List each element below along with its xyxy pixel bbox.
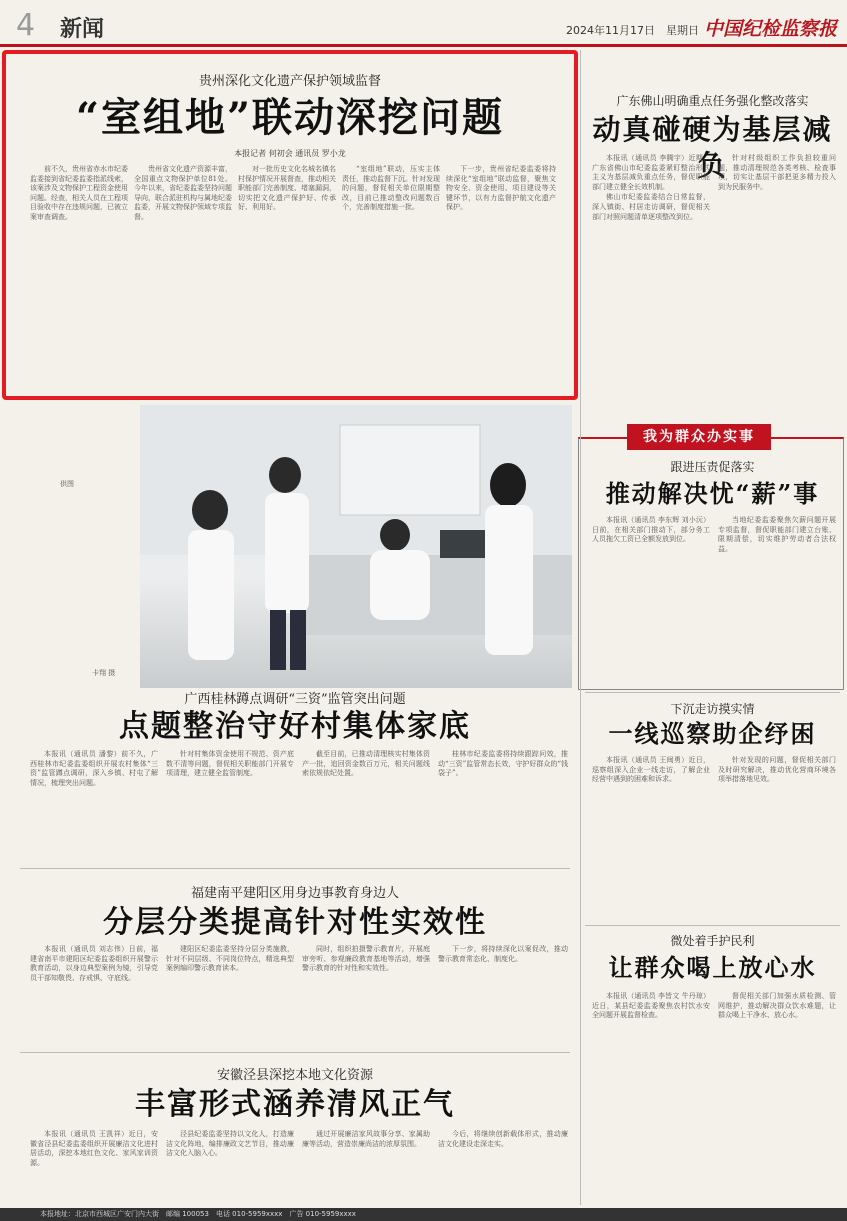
article-text-column: 桂林市纪委监委将持续跟踪问效，推动“三资”监管常态长效，守护好群众的“钱袋子”。 bbox=[438, 750, 568, 778]
article-text-column: 通过开展廉洁家风故事分享、家属助廉等活动，营造崇廉尚洁的浓厚氛围。 bbox=[302, 1130, 430, 1148]
divider bbox=[585, 692, 840, 693]
article-title[interactable]: 分层分类提高针对性实效性 bbox=[103, 905, 487, 940]
article-text-column: 前不久，贵州省赤水市纪委监委接到省纪委监委指派线索，该案涉及文物保护工程资金使用问题。经查，相关人员在工程项目验收中存在违规问题，已被立案审查调查。 bbox=[30, 165, 128, 221]
article-text-column: 本报讯（通讯员 王凯祥）近日，安徽省泾县纪委监委组织开展廉洁文化进村居活动，深挖本地红色文化、家风家训资源。 bbox=[30, 1130, 158, 1167]
article-kicker: 跟进压责促落实 bbox=[670, 460, 755, 474]
newspaper-logo: 中国纪检监察报 bbox=[703, 18, 837, 40]
article-text-column: 建阳区纪委监委坚持分层分类施教，针对不同层级、不同岗位特点，精选典型案例编印警示教育读本。 bbox=[166, 945, 294, 973]
article-text-column: 当地纪委监委聚焦欠薪问题开展专项监督，督促职能部门建立台账、限期清偿，切实维护劳动者合法权益。 bbox=[718, 516, 836, 553]
news-photo bbox=[140, 405, 572, 688]
article-byline: 本报记者 何初会 通讯员 罗小龙 bbox=[234, 149, 346, 158]
article-title[interactable]: 一线巡察助企纾困 bbox=[608, 719, 817, 748]
article-kicker: 安徽泾县深挖本地文化资源 bbox=[216, 1068, 373, 1083]
divider bbox=[20, 1052, 570, 1053]
article-text-column: 针对村级组织工作负担较重问题，推动清理规范各类考核、检查事项，切实让基层干部把更多精力投入到为民服务中。 bbox=[718, 154, 836, 191]
article-text-column: 本报讯（通讯员 刘志伟）日前，福建省南平市建阳区纪委监委组织开展警示教育活动，以身边典型案例为镜，引导党员干部知敬畏、存戒惧、守底线。 bbox=[30, 945, 158, 982]
divider bbox=[585, 925, 840, 926]
article-title[interactable]: 让群众喝上放心水 bbox=[608, 953, 817, 982]
article-title[interactable]: 推动解决忧“薪”事 bbox=[605, 479, 820, 508]
article-kicker: 贵州深化文化遗产保护领域监督 bbox=[198, 74, 381, 89]
special-column-banner: 我为群众办实事 bbox=[627, 424, 771, 450]
article-text-column: 今后，将继续创新载体形式，推动廉洁文化建设走深走实。 bbox=[438, 1130, 568, 1148]
photo-caption: 供图 bbox=[60, 480, 74, 488]
article-text-column: 督促相关部门加强水质检测、管网维护，推动解决群众饮水难题，让群众喝上干净水、放心水。 bbox=[718, 992, 836, 1020]
article-kicker: 广西桂林蹲点调研“三资”监管突出问题 bbox=[184, 692, 406, 707]
article-text-column: 下一步，将持续深化以案促改，推动警示教育常态化、制度化。 bbox=[438, 945, 568, 963]
article-kicker: 广东佛山明确重点任务强化整改落实 bbox=[616, 94, 809, 108]
article-text-column: “室组地”联动，压实主体责任，推动监督下沉。针对发现的问题，督促相关单位限期整改，目前已推动整改问题数百个，完善制度措施一批。 bbox=[342, 165, 440, 212]
article-title[interactable]: 丰富形式涵养清风正气 bbox=[135, 1087, 455, 1122]
article-text-column: 截至目前，已推动清理核实村集体资产一批，追回资金数百万元，相关问题线索依规依纪处置。 bbox=[302, 750, 430, 778]
issue-date: 2024年11月17日 星期日 bbox=[566, 24, 699, 37]
highlight-box bbox=[2, 50, 578, 400]
article-title[interactable]: 点题整治守好村集体家底 bbox=[119, 709, 471, 744]
article-text-column: 针对村集体资金使用不规范、资产底数不清等问题，督促相关职能部门开展专项清理，建立健全监管制度。 bbox=[166, 750, 294, 778]
article-text-column: 对一批历史文化名城名镇名村保护情况开展督查，推动相关职能部门完善制度、堵塞漏洞，切实把文化遗产保护好、传承好、利用好。 bbox=[238, 165, 336, 212]
article-kicker: 福建南平建阳区用身边事教育身边人 bbox=[190, 886, 399, 901]
divider bbox=[20, 868, 570, 869]
column-divider bbox=[580, 50, 581, 1205]
article-text-column: 下一步，贵州省纪委监委将持续深化“室组地”联动监督，聚焦文物安全、资金使用、项目建设等关键环节，以有力监督护航文化遗产保护。 bbox=[446, 165, 556, 212]
article-text-column: 本报讯（通讯员 潘黎）前不久，广西桂林市纪委监委组织开展农村集体“三资”监管蹲点调研，深入乡镇、村屯了解情况，梳理突出问题。 bbox=[30, 750, 158, 787]
article-kicker: 下沉走访摸实情 bbox=[670, 702, 755, 716]
article-text-column: 贵州省文化遗产资源丰富，全国重点文物保护单位81处。今年以来，省纪委监委坚持问题导向，联合派驻机构与属地纪委监委，开展文物保护领域专项监督。 bbox=[134, 165, 232, 221]
article-text-column: 泾县纪委监委坚持以文化人，打造廉洁文化阵地，编排廉政文艺节目，推动廉洁文化入脑入心。 bbox=[166, 1130, 294, 1158]
article-text-column: 本报讯（通讯员 李皆文 牛丹琼）近日，某县纪委监委聚焦农村饮水安全问题开展监督检查。 bbox=[592, 992, 710, 1020]
article-text-column: 本报讯（通讯员 李东辉 刘小沅）日前，在相关部门推动下，部分务工人员拖欠工资已全额发放到位。 bbox=[592, 516, 710, 544]
masthead-rule bbox=[0, 44, 847, 47]
page-number: 4 bbox=[16, 8, 36, 43]
article-title[interactable]: 动真碰硬为基层减负 bbox=[592, 113, 833, 182]
article-kicker: 微处着手护民利 bbox=[670, 934, 755, 948]
section-name: 新闻 bbox=[60, 16, 105, 42]
article-text-column: 同时，组织拍摄警示教育片，开展庭审旁听、参观廉政教育基地等活动，增强警示教育的针对性和实效性。 bbox=[302, 945, 430, 973]
article-text-column: 针对发现的问题，督促相关部门及时研究解决，推动优化营商环境各项举措落地见效。 bbox=[718, 756, 836, 784]
article-text-column: 本报讯（通讯员 李腾宇）近期，广东省佛山市纪委监委紧盯整治形式主义为基层减负重点任务，督促职能部门建立健全长效机制。 佛山市纪委监委结合日常监督，深入镇街、村居走访调研，督促相关部门对照问题清单逐项整改到位。 bbox=[592, 154, 710, 221]
article-title[interactable]: “室组地”联动深挖问题 bbox=[75, 94, 504, 141]
lab-scene-illustration bbox=[140, 405, 572, 688]
photo-credit: 卡翔 摄 bbox=[92, 669, 116, 677]
footer-bar: 本报地址：北京市西城区广安门内大街 邮编 100053 电话 010-5959xxxx 广告 010-5959xxxx bbox=[0, 1208, 847, 1221]
article-text-column: 本报讯（通讯员 王闽勇）近日，巡察组深入企业一线走访，了解企业经营中遇到的困难和诉求。 bbox=[592, 756, 710, 784]
